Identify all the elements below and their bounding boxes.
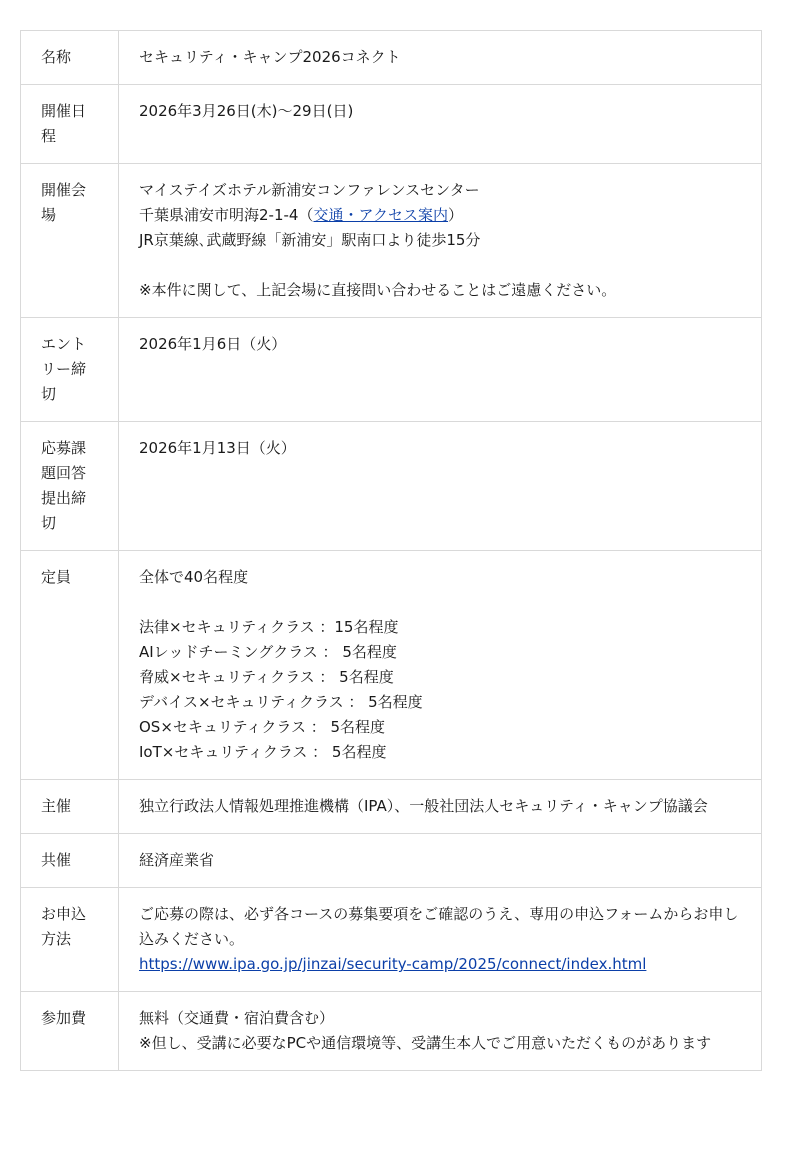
application-text: ご応募の際は、必ず各コースの募集要項をご確認のうえ、専用の申込フォームからお申し込みください。: [139, 905, 739, 948]
event-name: セキュリティ・キャンプ2026コネクト: [119, 31, 762, 85]
capacity-class: 法律×セキュリティクラス ：15名程度: [139, 618, 399, 636]
row-label: 開催会場: [21, 164, 119, 318]
table-row: [21, 31, 762, 85]
row-label: お申込方法: [21, 888, 119, 992]
row-label: エントリー締切: [21, 318, 119, 422]
fee-cell: [119, 992, 762, 1071]
venue-address: [139, 203, 741, 228]
capacity-class: OS×セキュリティクラス ： 5名程度: [139, 718, 386, 736]
row-label: 名称: [21, 31, 119, 85]
co-organizer: 経済産業省: [119, 834, 762, 888]
venue-directions: JR京葉線､武蔵野線「新浦安」駅南口より徒歩15分: [139, 231, 481, 249]
spacer: [139, 253, 741, 278]
venue-address-text: 千葉県浦安市明海2-1-4（: [139, 206, 314, 224]
application-url-link[interactable]: https://www.ipa.go.jp/jinzai/security-camp/2025/connect/index.html: [139, 955, 647, 973]
venue-note: ※本件に関して、上記会場に直接問い合わせることはご遠慮ください。: [139, 281, 617, 299]
table-row: [21, 888, 762, 992]
table-row: [21, 318, 762, 422]
table-row: [21, 164, 762, 318]
event-dates: 2026年3月26日(木)〜29日(日): [119, 85, 762, 164]
row-label: 開催日程: [21, 85, 119, 164]
capacity-class: 脅威×セキュリティクラス ： 5名程度: [139, 668, 394, 686]
row-label: 共催: [21, 834, 119, 888]
answer-deadline: 2026年1月13日（火）: [119, 422, 762, 551]
capacity-cell: [119, 551, 762, 780]
venue-name: マイステイズホテル新浦安コンファレンスセンター: [139, 181, 480, 199]
capacity-class: IoT×セキュリティクラス ： 5名程度: [139, 743, 387, 761]
access-link[interactable]: 交通・アクセス案内: [313, 206, 449, 224]
fee-note: ※但し、受講に必要なPCや通信環境等、受講生本人でご用意いただくものがあります: [139, 1034, 712, 1052]
table-row: [21, 85, 762, 164]
table-row: [21, 780, 762, 834]
row-label: 定員: [21, 551, 119, 780]
table-row: [21, 551, 762, 780]
row-label: 応募課題回答提出締切: [21, 422, 119, 551]
fee-value: 無料（交通費・宿泊費含む）: [139, 1009, 335, 1027]
venue-cell: [119, 164, 762, 318]
capacity-total: 全体で40名程度: [139, 568, 249, 586]
capacity-class: デバイス×セキュリティクラス ： 5名程度: [139, 693, 423, 711]
organizer: 独立行政法人情報処理推進機構（IPA）、一般社団法人セキュリティ・キャンプ協議会: [119, 780, 762, 834]
venue-address-close: ）: [448, 206, 464, 224]
event-info-table: [20, 30, 762, 1071]
row-label: 参加費: [21, 992, 119, 1071]
table-row: [21, 834, 762, 888]
row-label: 主催: [21, 780, 119, 834]
table-row: [21, 992, 762, 1071]
spacer: [139, 590, 741, 615]
table-row: [21, 422, 762, 551]
application-cell: [119, 888, 762, 992]
entry-deadline: 2026年1月6日（火）: [119, 318, 762, 422]
capacity-class: AIレッドチーミングクラス ： 5名程度: [139, 643, 397, 661]
